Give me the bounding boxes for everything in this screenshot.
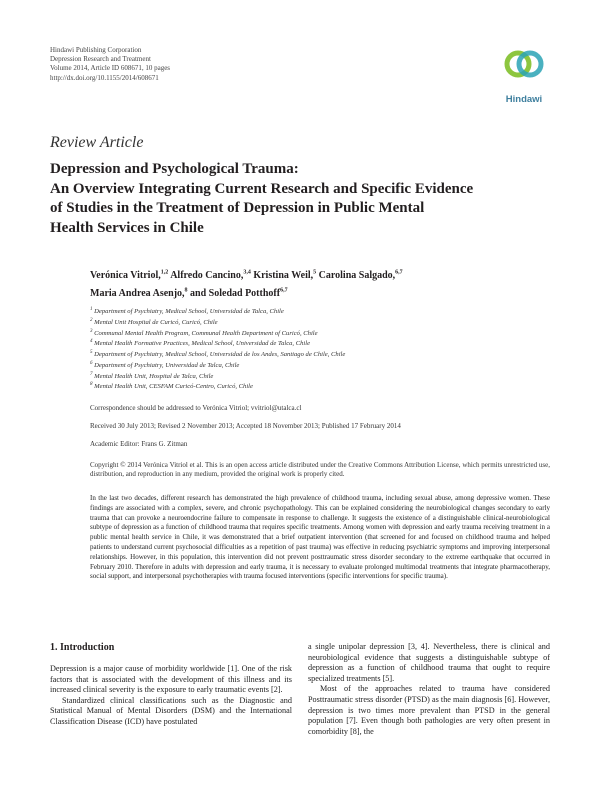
right-column — [308, 642, 550, 737]
title-line: Health Services in Chile — [50, 219, 204, 236]
affiliation: $^1$ Department of Psychiatry, Medical School, Universidad de Talca, Chile — [90, 307, 284, 316]
author: Carolina Salgado,$^{6,7}$ — [318, 270, 403, 282]
affiliation: $^8$ Mental Health Unit, CESFAM Curicó-Centro, Curicó, Chile — [90, 382, 253, 391]
author: Maria Andrea Asenjo,$^8$ — [90, 287, 188, 299]
author: Alfredo Cancino,$^{3,4}$ — [170, 270, 251, 282]
paragraph: a single unipolar depression [3, 4]. Nevertheless, there is clinical and neurobiological evidence that suggests a distinguishable subtype of depression as a function of childhood trauma that ought to require specialized treatments [5]. — [308, 642, 550, 683]
title-line: Depression and Psychological Trauma: — [50, 161, 299, 177]
volume-info: Volume 2014, Article ID 608671, 10 pages — [50, 64, 171, 73]
author: Kristina Weil,$^5$ — [253, 270, 317, 282]
hindawi-logo-icon — [494, 46, 554, 92]
history-dates: Received 30 July 2013; Revised 2 November 2013; Accepted 18 November 2013; Published 17 February 2014 — [90, 422, 401, 430]
publisher: Hindawi Publishing Corporation — [50, 46, 142, 54]
logo-text: Hindawi — [505, 94, 543, 105]
article-title — [50, 160, 550, 238]
title-line: of Studies in the Treatment of Depression in Public Mental — [50, 200, 425, 216]
author-list — [90, 266, 540, 301]
abstract: In the last two decades, different research has demonstrated the high prevalence of childhood trauma, including sexual abuse, among depressive women. These findings are associated with a complex, severe, and chronic psychopathology. This can be explained considering the neurobiological changes secondary to early trauma that can provoke a neuroendocrine failure to compensate in response to challenge. It suggests the existence of a distinguishable clinical-neurobiological subtype of depression as a function of childhood trauma that requires specific treatments. Among women with depression and early trauma receiving treatment in a public mental health service in Chile, it was demonstrated that a brief outpatient intervention (that screened for and focused on childhood trauma and helped patients to understand current psychosocial difficulties as a repetition of past trauma) was effective in reducing psychiatric symptoms and improving interpersonal relationships. However, in this population, this intervention did not prevent posttraumatic stress disorder secondary to the extreme earthquake that occurred in February 2010. Therefore in adults with depression and early trauma, it is necessary to evaluate prolonged multimodal treatments that integrate pharmacotherapy, social support, and interpersonal psychotherapies with trauma focused interventions (specific interventions for specific trauma). — [90, 494, 550, 581]
journal-name: Depression Research and Treatment — [50, 55, 151, 64]
paragraph: Most of the approaches related to trauma have considered Posttraumatic stress disorder (PTSD) as the main diagnosis [6]. However, depression is two times more prevalent than PTSD in the general population [7]. Even though both pathologies are very often present in comorbidity [8], the — [308, 684, 550, 736]
journal-header — [50, 46, 170, 83]
copyright: Copyright © 2014 Verónica Vitriol et al. This is an open access article distributed under the Creative Commons Attribution License, which permits unrestricted use, distribution, and reproduction in any medium, provided the original work is properly cited. — [90, 461, 550, 478]
title-line: An Overview Integrating Current Research and Specific Evidence — [50, 180, 474, 197]
affiliation: $^4$ Mental Health Formative Practices, Medical School, Universidad de Talca, Chile — [90, 339, 310, 348]
section-heading: 1. Introduction — [50, 642, 115, 653]
doi-link[interactable]: http://dx.doi.org/10.1155/2014/608671 — [50, 73, 159, 82]
paragraph: Depression is a major cause of morbidity worldwide [1]. One of the risk factors that is associated with the development of this illness and its increased clinical severity is the exposure to early traumatic events [2]. — [50, 664, 292, 695]
author: and Soledad Potthoff$^{6,7}$ — [190, 287, 288, 299]
affiliation: $^7$ Mental Health Unit, Hospital de Talca, Chile — [90, 371, 214, 380]
affiliation: $^5$ Department of Psychiatry, Medical School, Universidad de los Andes, Santiago de Chile, Chile — [90, 350, 346, 359]
affiliation-list — [90, 306, 550, 392]
article-type: Review Article — [50, 134, 144, 151]
left-column — [50, 664, 292, 728]
affiliation: $^2$ Mental Unit Hospital de Curicó, Curicó, Chile — [90, 317, 218, 326]
affiliation: $^6$ Department of Psychiatry, Universidad de Talca, Chile — [90, 360, 240, 370]
author: Verónica Vitriol,$^{1,2}$ — [90, 270, 169, 282]
correspondence: Correspondence should be addressed to Verónica Vitriol; vvitriol@utalca.cl — [90, 404, 302, 412]
affiliation: $^3$ Communal Mental Health Program, Communal Health Department of Curicó, Chile — [90, 328, 318, 337]
paragraph: Standardized clinical classifications such as the Diagnostic and Statistical Manual of Mental Disorders (DSM) and the International Classification Disease (ICD) have postulated — [50, 695, 292, 726]
hindawi-logo — [494, 46, 554, 108]
academic-editor: Academic Editor: Frans G. Zitman — [90, 440, 188, 448]
